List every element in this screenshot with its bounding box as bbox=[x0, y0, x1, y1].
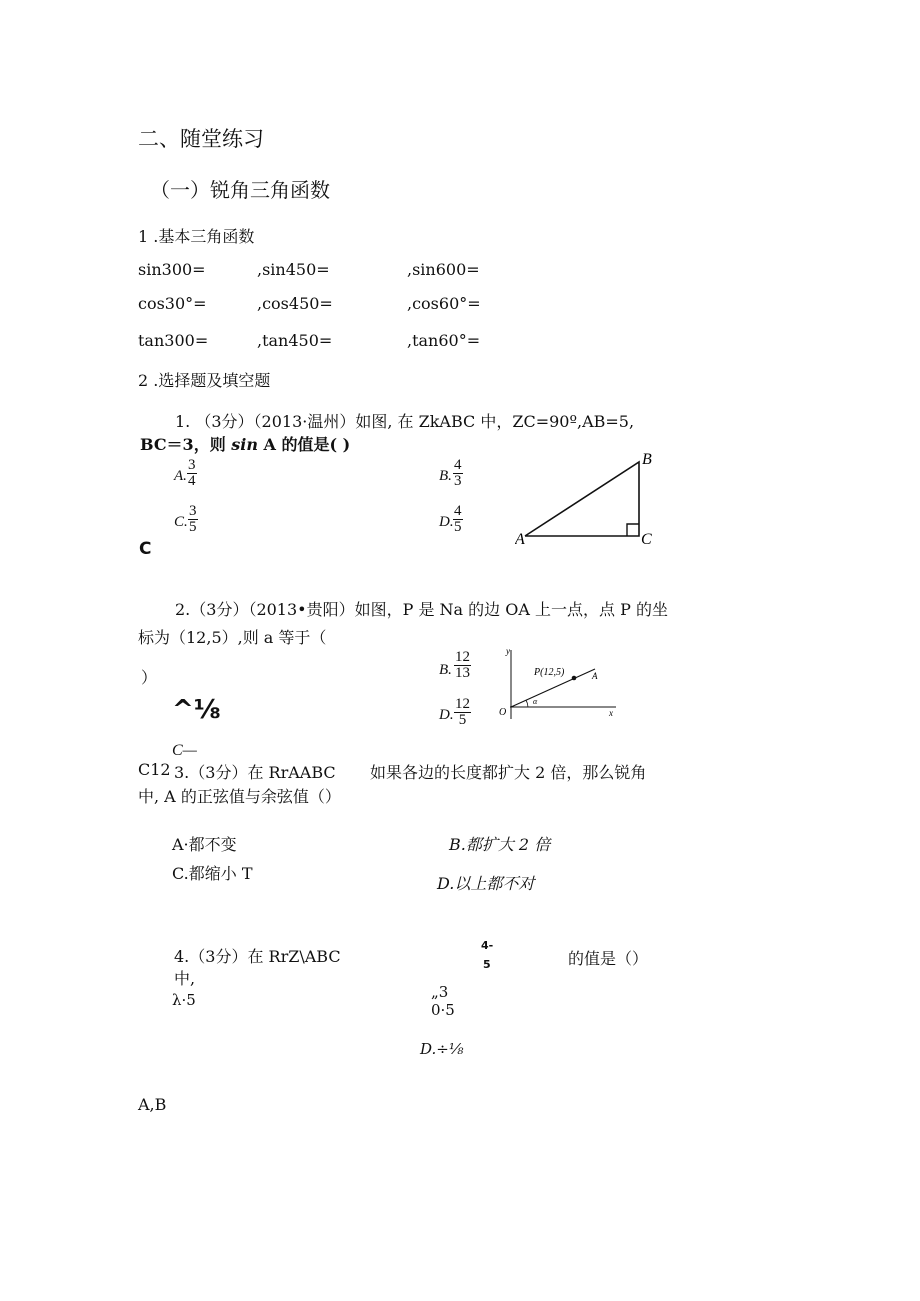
q1-option-d-letter: D. bbox=[439, 514, 454, 530]
q4-option-c-bottom: 0·5 bbox=[431, 1001, 455, 1019]
q1-option-d-fraction: $\frac{4}{5}$ bbox=[454, 503, 462, 535]
point-p-label: P(12,5) bbox=[534, 667, 565, 678]
q1-option-b-letter: B. bbox=[439, 468, 452, 484]
q1-option-a-fraction: $\frac{3}{4}$ bbox=[188, 457, 196, 489]
q4-answer: A,B bbox=[138, 1095, 167, 1114]
q4-option-c-top: „3 bbox=[431, 983, 449, 1001]
q1-option-a-letter: A. bbox=[174, 468, 187, 484]
q4-fraction-bottom: 5 bbox=[483, 958, 491, 971]
x-axis-label: x bbox=[609, 708, 613, 718]
q3-option-b: B.都扩大 2 倍 bbox=[449, 835, 551, 854]
trig-cell: cos30°= bbox=[138, 294, 207, 313]
q3-option-c: C.都缩小 T bbox=[172, 864, 253, 883]
origin-label: O bbox=[499, 707, 507, 718]
vertex-b-label: B bbox=[642, 451, 652, 468]
q2-coordinate-figure bbox=[492, 644, 622, 722]
trig-cell: ,tan60°= bbox=[407, 331, 481, 350]
section-title: 二、随堂练习 bbox=[138, 127, 264, 151]
q2-option-b-letter: B. bbox=[439, 662, 452, 678]
alpha-label: α bbox=[533, 697, 538, 706]
q3-stem-line1a: 3.（3分）在 RrAABC bbox=[174, 763, 336, 782]
q2-stem-line3: ） bbox=[141, 668, 158, 687]
q1-stem-line2: BC＝3，则 sin A 的值是( ) bbox=[140, 435, 351, 454]
trig-cell: ,sin450= bbox=[257, 260, 330, 279]
q2-option-d-letter: D. bbox=[439, 707, 454, 723]
q2-answer-garbled: ^⅛ bbox=[172, 695, 221, 725]
q4-option-d: D.÷⅛ bbox=[420, 1040, 464, 1058]
q2-stem-line2: 标为（12,5）,则 a 等于（ bbox=[138, 628, 327, 647]
trig-cell: ,cos450= bbox=[257, 294, 333, 313]
trig-cell: ,sin600= bbox=[407, 260, 480, 279]
trig-cell: sin300= bbox=[138, 260, 206, 279]
ray-a-label: A bbox=[592, 671, 598, 681]
q3-option-a: A·都不变 bbox=[172, 835, 237, 854]
trig-cell: tan300= bbox=[138, 331, 209, 350]
q2-option-b-fraction: $\frac{12}{13}$ bbox=[455, 649, 470, 681]
q4-stem-line2: 中, bbox=[174, 969, 196, 988]
q1-option-b-fraction: $\frac{4}{3}$ bbox=[454, 457, 462, 489]
q1-option-c-fraction: $\frac{3}{5}$ bbox=[189, 503, 197, 535]
q4-stem-suffix: 的值是（） bbox=[568, 949, 649, 968]
part2-label: 2 .选择题及填空题 bbox=[138, 371, 271, 390]
q4-option-a: λ·5 bbox=[172, 991, 196, 1009]
q1-triangle-figure bbox=[515, 448, 665, 548]
q2-option-c-fragment: C— bbox=[172, 742, 197, 759]
q1-option-c-letter: C. bbox=[174, 514, 188, 530]
q1-stem-line1: 1. （3分）（2013·温州）如图, 在 ZkABC 中，ZC=90º,AB=5, bbox=[175, 412, 635, 431]
q3-prefix: C12 bbox=[138, 760, 171, 779]
part1-label: 1 .基本三角函数 bbox=[138, 227, 255, 246]
trig-cell: ,cos60°= bbox=[407, 294, 481, 313]
vertex-a-label: A bbox=[515, 531, 525, 548]
q2-option-d-fraction: $\frac{12}{5}$ bbox=[455, 696, 470, 728]
q3-stem-line2: 中, A 的正弦值与余弦值（） bbox=[138, 787, 341, 806]
q3-option-d: D.以上都不对 bbox=[437, 874, 535, 893]
q4-stem-line1: 4.（3分）在 RrZ\ABC bbox=[174, 947, 341, 966]
y-axis-label: y bbox=[506, 646, 510, 656]
vertex-c-label: C bbox=[641, 531, 652, 548]
trig-cell: ,tan450= bbox=[257, 331, 333, 350]
q2-stem-line1: 2.（3分）（2013•贵阳）如图，P 是 Na 的边 OA 上一点，点 P 的坐 bbox=[175, 600, 668, 619]
q3-stem-line1b: 如果各边的长度都扩大 2 倍，那么锐角 bbox=[370, 763, 647, 782]
subsection-title: （一）锐角三角函数 bbox=[150, 178, 330, 202]
q1-answer: C bbox=[139, 539, 152, 559]
q4-fraction-top: 4- bbox=[481, 939, 494, 952]
